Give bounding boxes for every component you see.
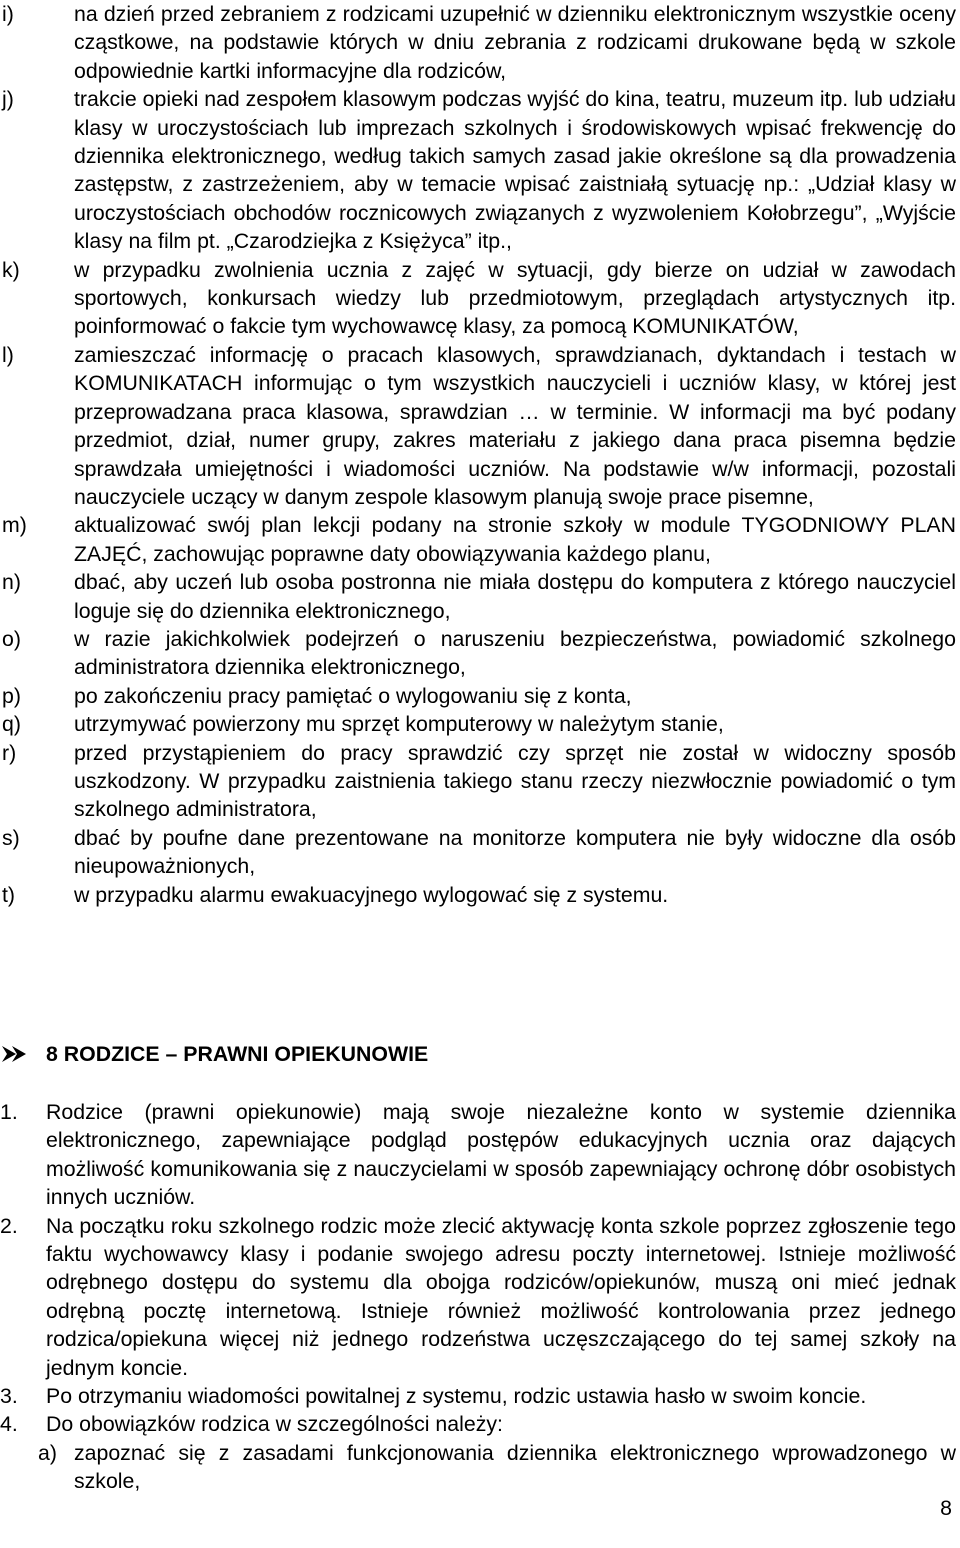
numbered-marker: 4. — [0, 1412, 18, 1437]
list-item-o — [0, 625, 960, 682]
list-marker: s) — [2, 825, 20, 850]
sub-item-a — [0, 1439, 960, 1496]
list-item-text: dbać by poufne dane prezentowane na monitorze komputera nie były widoczne dla osób nieupoważnionych, — [74, 825, 956, 879]
list-item-q — [0, 710, 960, 738]
list-item-text: dbać, aby uczeń lub osoba postronna nie miała dostępu do komputera z którego nauczyciel loguje się do dziennika elektronicznego, — [74, 570, 956, 623]
list-item-text: w przypadku alarmu ewakuacyjnego wylogować się z systemu. — [74, 882, 669, 907]
list-item-t — [0, 881, 960, 909]
list-item-text: zamieszczać informację o pracach klasowych, sprawdzianach, dyktandach i testach w KOMUNIKATACH informując o tym wszystkich nauczycieli i uczniów klasy, w której jest przeprowadzana praca klasowa, sprawdzian … w terminie. W informacji ma być podany przedmiot, dział, numer grupy, zakres materiału z jakiego dana praca pisemna będzie sprawdzała umiejętności i wiadomości uczniów. Na podstawie w/w informacji, pozostali nauczyciele uczący w danym zespole klasowym planują swoje prace pisemne, — [74, 342, 956, 509]
list-marker: o) — [2, 626, 21, 651]
numbered-marker: 2. — [0, 1213, 18, 1238]
list-item-text: na dzień przed zebraniem z rodzicami uzupełnić w dzienniku elektronicznym wszystkie oceny cząstkowe, na podstawie których w dniu zebrania z rodzicami drukowane będą w szkole odpowiednie kartki informacyjne dla rodziców, — [74, 2, 956, 83]
list-marker: n) — [2, 570, 21, 595]
list-item-n — [0, 568, 960, 625]
list-item-text: aktualizować swój plan lekcji podany na stronie szkoły w module TYGODNIOWY PLAN ZAJĘĆ, zachowując poprawne daty obowiązywania każdego planu, — [74, 513, 956, 566]
numbered-item-text: Rodzice (prawni opiekunowie) mają swoje niezależne konto w systemie dziennika elektronicznego, zapewniające podgląd postępów edukacyjnych ucznia oraz dających możliwość komunikowania się z nauczycielami w sposób zapewniający ochronę dóbr osobistych innych uczniów. — [46, 1100, 956, 1210]
list-item-j — [0, 85, 960, 255]
list-marker: p) — [2, 683, 21, 708]
list-marker: m) — [2, 513, 27, 538]
list-marker: i) — [2, 2, 14, 26]
sub-item-marker: a) — [38, 1440, 57, 1465]
list-item-m — [0, 511, 960, 568]
numbered-marker: 3. — [0, 1384, 18, 1409]
list-marker: k) — [2, 257, 20, 282]
list-item-i — [0, 0, 960, 85]
numbered-item-text: Po otrzymaniu wiadomości powitalnej z systemu, rodzic ustawia hasło w swoim koncie. — [46, 1384, 867, 1409]
numbered-marker: 1. — [0, 1100, 18, 1124]
numbered-item-1 — [0, 1098, 960, 1212]
numbered-item-3 — [0, 1382, 960, 1410]
list-marker: j) — [2, 87, 14, 112]
arrow-bullet-icon — [0, 1042, 30, 1073]
list-item-text: w razie jakichkolwiek podejrzeń o naruszeniu bezpieczeństwa, powiadomić szkolnego administratora dziennika elektronicznego, — [74, 626, 956, 680]
list-item-p — [0, 682, 960, 710]
list-marker: l) — [2, 342, 14, 367]
numbered-item-2 — [0, 1212, 960, 1382]
list-item-text: w przypadku zwolnienia ucznia z zajęć w sytuacji, gdy bierze on udział w zawodach sportowych, konkursach wiedzy lub przedmiotowym, przeglądach artystycznych itp. poinformować o fakcie tym wychowawcę klasy, za pomocą KOMUNIKATÓW, — [74, 257, 956, 339]
list-item-text: przed przystąpieniem do pracy sprawdzić czy sprzęt nie został w widoczny sposób uszkodzony. W przypadku zaistnienia takiego stanu rzeczy niezwłocznie powiadomić o tym szkolnego administratora, — [74, 740, 956, 822]
list-marker: r) — [2, 740, 17, 765]
section-title: 8 RODZICE – PRAWNI OPIEKUNOWIE — [46, 1042, 429, 1066]
list-marker: t) — [2, 882, 16, 907]
sub-item-text: zapoznać się z zasadami funkcjonowania dziennika elektronicznego wprowadzonego w szkole, — [74, 1440, 956, 1494]
numbered-item-text: Do obowiązków rodzica w szczególności należy: — [46, 1412, 503, 1437]
numbered-item-4 — [0, 1410, 960, 1438]
page-number: 8 — [940, 1496, 952, 1520]
list-item-text: trakcie opieki nad zespołem klasowym podczas wyjść do kina, teatru, muzeum itp. lub udziału klasy w uroczystościach lub imprezach szkolnych i środowiskowych wpisać frekwencję do dziennika elektronicznego, według takich samych zasad jakie określone są dla prowadzenia zastępstw, z zastrzeżeniem, aby w temacie wpisać zaistniałą sytuację np.: „Udział klasy w uroczystościach obchodów rocznicowych związanych z wyzwoleniem Kołobrzegu”, „Wyjście klasy na film pt. „Czarodziejka z Księżyca” itp., — [74, 87, 956, 254]
parents-numbered-list — [0, 1098, 960, 1496]
list-item-r — [0, 739, 960, 824]
list-item-s — [0, 824, 960, 881]
list-marker: q) — [2, 712, 21, 737]
list-item-l — [0, 341, 960, 511]
list-item-text: po zakończeniu pracy pamiętać o wylogowaniu się z konta, — [74, 683, 632, 708]
list-item-k — [0, 256, 960, 341]
list-item-text: utrzymywać powierzony mu sprzęt komputerowy w należytym stanie, — [74, 712, 724, 737]
numbered-item-text: Na początku roku szkolnego rodzic może zlecić aktywację konta szkole poprzez zgłoszenie tego faktu wychowawcy klasy i podanie swojego adresu poczty internetowej. Istnieje możliwość odrębnego dostępu do systemu dla obojga rodziców/opiekunów, muszą oni mieć jednak odrębną pocztę internetową. Istnieje również możliwość kontrolowania przez jednego rodzica/opiekuna więcej niż jednego rodzeństwa uczęszczającego do tej samej szkoły na jednym koncie. — [46, 1213, 956, 1380]
